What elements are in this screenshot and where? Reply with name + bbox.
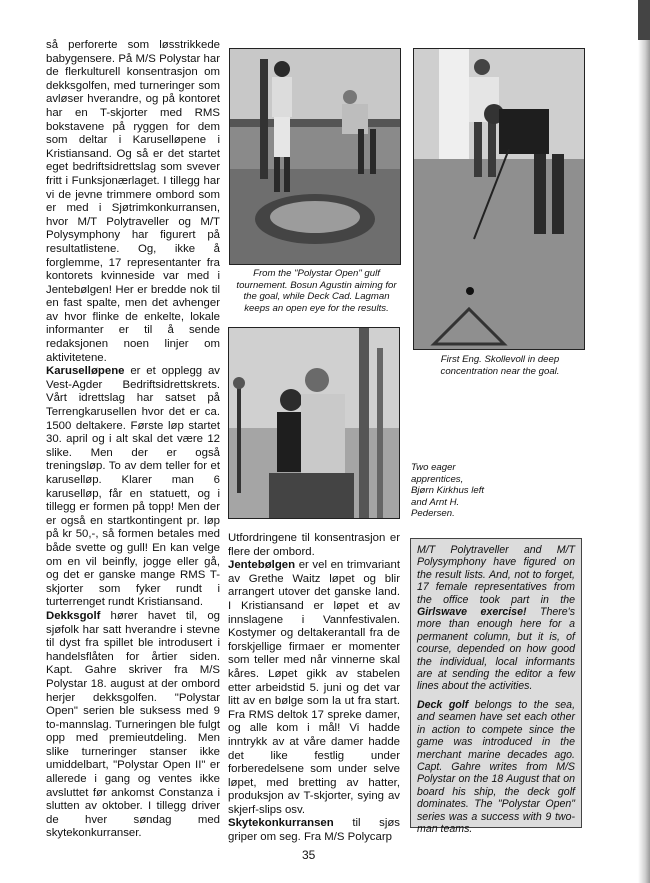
photo2-caption: First Eng. Skollevoll in deep concentration near the goal. <box>440 354 560 377</box>
photo-first-engineer-image <box>414 49 584 349</box>
page-number: 35 <box>302 848 316 862</box>
english-paragraph-1 <box>417 544 575 693</box>
page-edge-dark <box>638 0 650 40</box>
jente-text: er vel en trimvariant av Grethe Waitz løpet og blir arrangert utover det ganske land. I Kristiansand er løpet et av innslagene i Vannfestivalen. Kostymer og deltakerantall fra de forskjellige firmaer er momenter som teller med når vinnerne skal kåres. Løpet gikk av stabelen etter arbeidstid 5. juni og det var litt av en bølge som la ut fra start. Fra RMS deltok 17 spreke damer, og alle kom i mål! Vi hadde inntrykk av at våre damer hadde det like festlig under forberedelsene som under selve løpet, med bretting av hatter, produksjon av T-skjorter, sying av skjerf-slips osv. <box>228 559 400 816</box>
left-intro-paragraph: så perforerte som løsstrikkede babygensere. På M/S Polystar har de flerkulturell konsentrasjon om dekksgolfen, med turneringer som avløser hverandre, og på kontoret har en T-skjorter med RMS bokstavene på ryggen for dem som deltar i Karuselløpene i Kristiansand. Og så er det startet eget bedriftsidrettslag som svever fritt i Funksjonærlaget. I tillegg har vi de jevne trimmere ombord som er med i Sjøtrimkonkurransen, hvor M/T Polytraveller og M/T Polysymphony har figurert på resultatlistene. Og, ikke å forglemme, 17 representanter fra kontorets kvinneside var med i Jentebølgen! Her er bredde nok til en fast spalte, men det avhenger av hvor flinke de enkelte, lokale informanter er til å sende redaksjonen noen linjer om aktivitetene. <box>46 39 220 364</box>
photo-first-engineer <box>413 48 585 350</box>
photo3-caption-line3: Bjørn Kirkhus left <box>411 485 485 497</box>
photo3-caption-line1: Two eager <box>411 462 456 473</box>
photo3-caption-line4: and Arnt H. <box>411 496 460 508</box>
mid-intro-paragraph: Utfordringene til konsentrasjon er flere der ombord. <box>228 532 400 558</box>
skyte-heading: Skytekonkurransen <box>228 817 334 830</box>
photo-deck-golf-tournament-image <box>230 49 400 264</box>
photo-deck-golf-tournament <box>229 48 401 265</box>
jente-paragraph <box>228 559 400 817</box>
photo-two-apprentices <box>228 327 400 519</box>
page-edge-shadow <box>638 0 650 883</box>
photo-two-apprentices-image <box>229 328 399 518</box>
photo1-caption: From the "Polystar Open" gulf tournement. Bosun Agustin aiming for the goal, while Deck Cad. Lagman keeps an open eye for the results. <box>236 268 397 314</box>
middle-text-column <box>228 532 400 844</box>
english-summary-box <box>410 538 582 835</box>
photo3-caption <box>411 462 511 520</box>
karusell-text: er et opplegg av Vest-Agder Bedriftsidrettskrets. Vårt idrettslag har satset på Terrengkarusellen hvor det er ca. 1500 deltakere. Første løp startet 30. april og i alt skal det være 12 slike. Men der er også treningsløp. To av dem teller for et karuselløp. Klarer man 6 karuselløp, får en statuett, og i tillegg er formen på topp! Men der er også en startkontingent pr. løp på kr 50,-, så formen betales med både svette og gull! En kan velge om en vil beinfly, jogge eller gå, og det er ganske mange RMS T-skjorter som fyker rundt i turterrenget rundt Kristiansand. <box>46 365 220 609</box>
dekksgolf-heading: Dekksgolf <box>46 609 101 622</box>
english-p2-text: belongs to the sea, and seamen have set each other in action to compete since the game was introduced in the merchant marine decades ago. Capt. Gahre writes from M/S Polystar on the 18 August that on board his ship, the deck golf dominates. The "Polystar Open" series was a success with 9 two-man teams. <box>417 698 576 835</box>
dekksgolf-paragraph <box>46 610 220 841</box>
english-p1-part-b: There's more than enough here for a permanent column, but it is, of course, depended on how good the individual, local informants are at sending the editor a few lines about the activities. <box>417 606 575 693</box>
english-p2-bold: Deck golf <box>417 698 469 711</box>
photo3-caption-line2: apprentices, <box>411 473 464 485</box>
english-p1-part-a: M/T Polytraveller and M/T Polysymphony have figured on the result lists. And, not to forget, 17 female representatives from the office took part in the <box>417 544 575 606</box>
jente-heading: Jentebølgen <box>228 559 296 572</box>
dekksgolf-text: hører havet til, og sjøfolk har satt hverandre i stevne til dyst fra spillet ble introdusert i handelsflåten for årtier siden. Kapt. Gahre skriver fra M/S Polystar 18. august at der ombord herjer dekksgolfen. "Polystar Open" serien ble suksess med 9 to-mannslag. Turneringen ble fulgt opp med premieutdeling. Men slike turneringer stanser ikke umiddelbart, "Polystar Open II" er allerede i gang og ventes ikke avsluttet før ankomst Constanza i slutten av oktober. I tillegg driver de hver søndag med skytekonkurranser. <box>46 609 220 840</box>
english-paragraph-2 <box>417 699 575 835</box>
karusell-paragraph <box>46 365 220 610</box>
karusell-heading: Karuselløpene <box>46 365 125 378</box>
left-text-column <box>46 39 220 840</box>
english-p1-bold: Girlswave exercise! <box>417 606 527 619</box>
skyte-text: til sjøs griper om seg. Fra M/S Polycarp <box>228 817 400 844</box>
photo3-caption-line5: Pedersen. <box>411 508 455 520</box>
skyte-paragraph <box>228 817 400 844</box>
